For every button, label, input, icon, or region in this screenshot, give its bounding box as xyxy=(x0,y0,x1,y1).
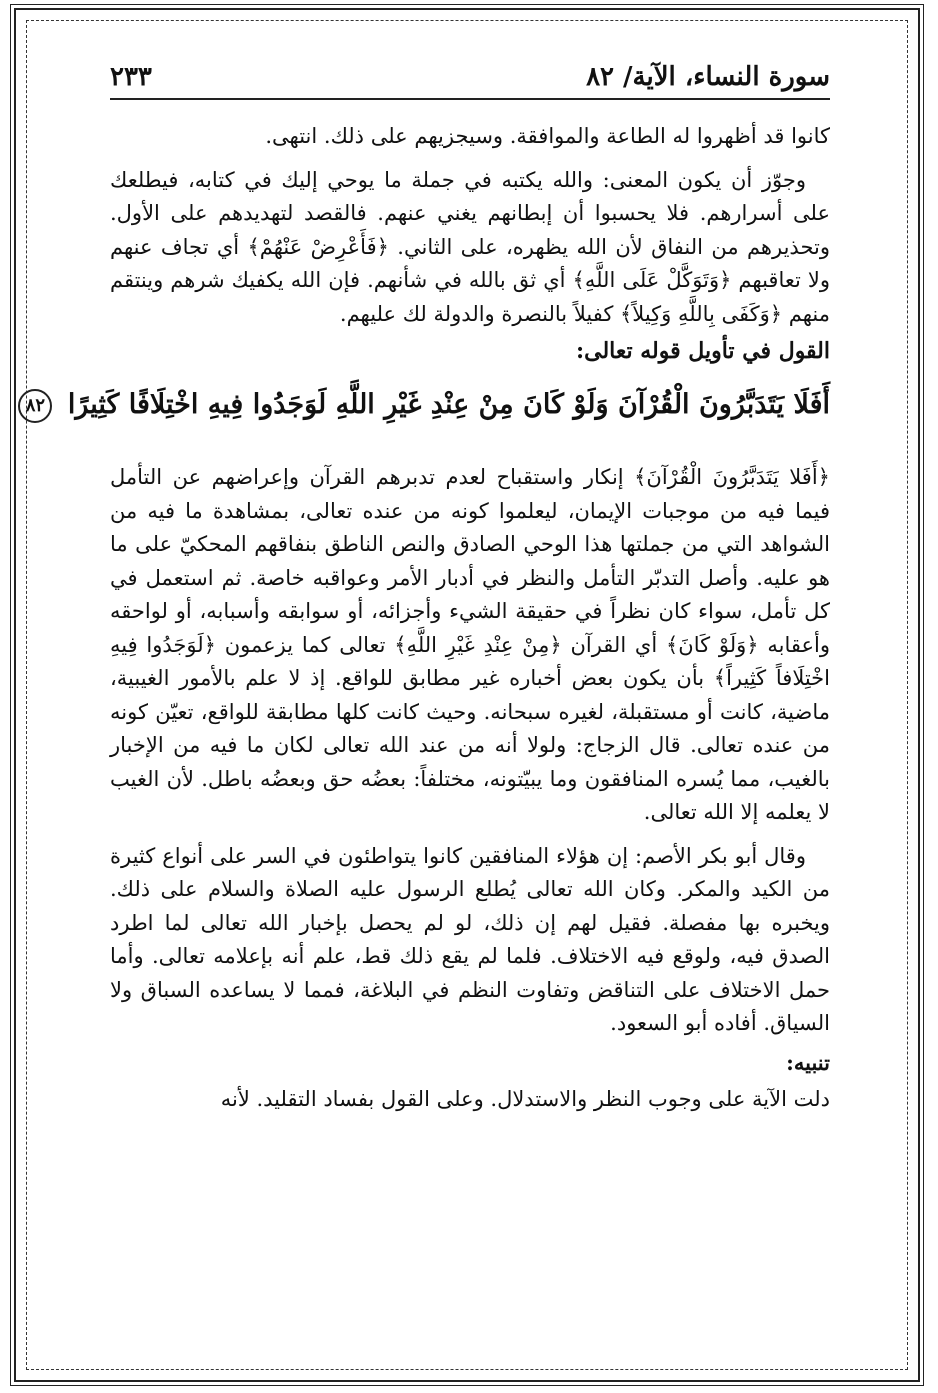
paragraph-4: وقال أبو بكر الأصم: إن هؤلاء المنافقين كانوا يتواطئون في السر على أنواع كثيرة من الكيد والمكر. وكان الله تعالى يُطلع الرسول عليه الصلاة والسلام على ذلك. ويخبره بها مفصلة. فقيل لهم إن ذلك، لو لم يحصل بإخبار الله تعالى لما اطرد الصدق فيه، ولوقع فيه الاختلاف. فلما لم يقع ذلك قط، علم أنه بإعلامه تعالى. وأما حمل الاختلاف على التناقض وتفاوت النظم في البلاغة، فمما لا يساعده السباق ولا السياق. أفاده أبو السعود. xyxy=(110,843,830,1035)
verse-number-badge: ٨٢ xyxy=(18,389,52,423)
paragraph-1: كانوا قد أظهروا له الطاعة والموافقة. وسيجزيهم على ذلك. انتهى. xyxy=(265,124,830,148)
quran-verse xyxy=(25,379,830,431)
page-number: ٢٣٣ xyxy=(110,62,152,92)
paragraph-2: وجوّز أن يكون المعنى: والله يكتبه في جملة ما يوحي إليك في كتابه، فيطلعك على أسرارهم. فلا يحسبوا أن إبطانهم يغني عنهم. فالقصد لتهديدهم على الأول. وتحذيرهم من النفاق لأن الله يظهره، على الثاني. ﴿فَأَعْرِضْ عَنْهُمْ﴾ أي تجاف عنهم ولا تعاقبهم ﴿وَتَوَكَّلْ عَلَى اللَّهِ﴾ أي ثق بالله في شأنهم. فإن الله يكفيك شرهم وينتقم منهم ﴿وَكَفَى بِاللَّهِ وَكِيلاً﴾ كفيلاً بالنصرة والدولة لك عليهم. xyxy=(110,167,830,326)
section-heading: القول في تأويل قوله تعالى: xyxy=(576,338,830,364)
verse-text: أَفَلَا يَتَدَبَّرُونَ الْقُرْآنَ وَلَوْ كَانَ مِنْ عِنْدِ غَيْرِ اللَّهِ لَوَجَدُوا فِيهِ اخْتِلَافًا كَثِيرًا xyxy=(67,389,830,420)
running-header xyxy=(110,58,830,100)
note-heading: تنبيه: xyxy=(786,1049,830,1075)
paragraph-5: دلت الآية على وجوب النظر والاستدلال. وعلى القول بفساد التقليد. لأنه xyxy=(220,1086,830,1111)
book-page xyxy=(25,58,830,1358)
paragraph-3: ﴿أَفَلا يَتَدَبَّرُونَ الْقُرْآنَ﴾ إنكار واستقباح لعدم تدبرهم القرآن وإعراضهم عن التأمل فيما فيه من موجبات الإيمان، ليعلموا كونه من عنده تعالى، بمشاهدة ما فيه من الشواهد التي من جملتها هذا الوحي الصادق والنص الناطق بنفاقهم المحكيّ على ما هو عليه. وأصل التدبّر التأمل والنظر في أدبار الأمر وعواقبه خاصة. ثم استعمل في كل تأمل، سواء كان نظراً في حقيقة الشيء وأجزائه، أو سوابقه وأسبابه، أو لواحقه وأعقابه ﴿وَلَوْ كَانَ﴾ أي القرآن ﴿مِنْ عِنْدِ غَيْرِ اللَّهِ﴾ تعالى كما يزعمون ﴿لَوَجَدُوا فِيهِ اخْتِلَافاً كَثِيراً﴾ بأن يكون بعض أخباره غير مطابق للواقع. إذ لا علم بالأمور الغيبية، ماضية، كانت أو مستقبلة، لغيره سبحانه. وحيث كانت كلها مطابقة للواقع، تعيّن كونه من عنده تعالى. قال الزجاج: ولولا أنه من عند الله تعالى لكان ما فيه من الإخبار بالغيب، مما يُسره المنافقون وما يبيّتونه، مختلفاً: بعضُه حق وبعضُه باطل. لأن الغيب لا يعلمه إلا الله تعالى. xyxy=(110,465,830,824)
surah-title: سورة النساء، الآية/ ٨٢ xyxy=(586,62,830,92)
